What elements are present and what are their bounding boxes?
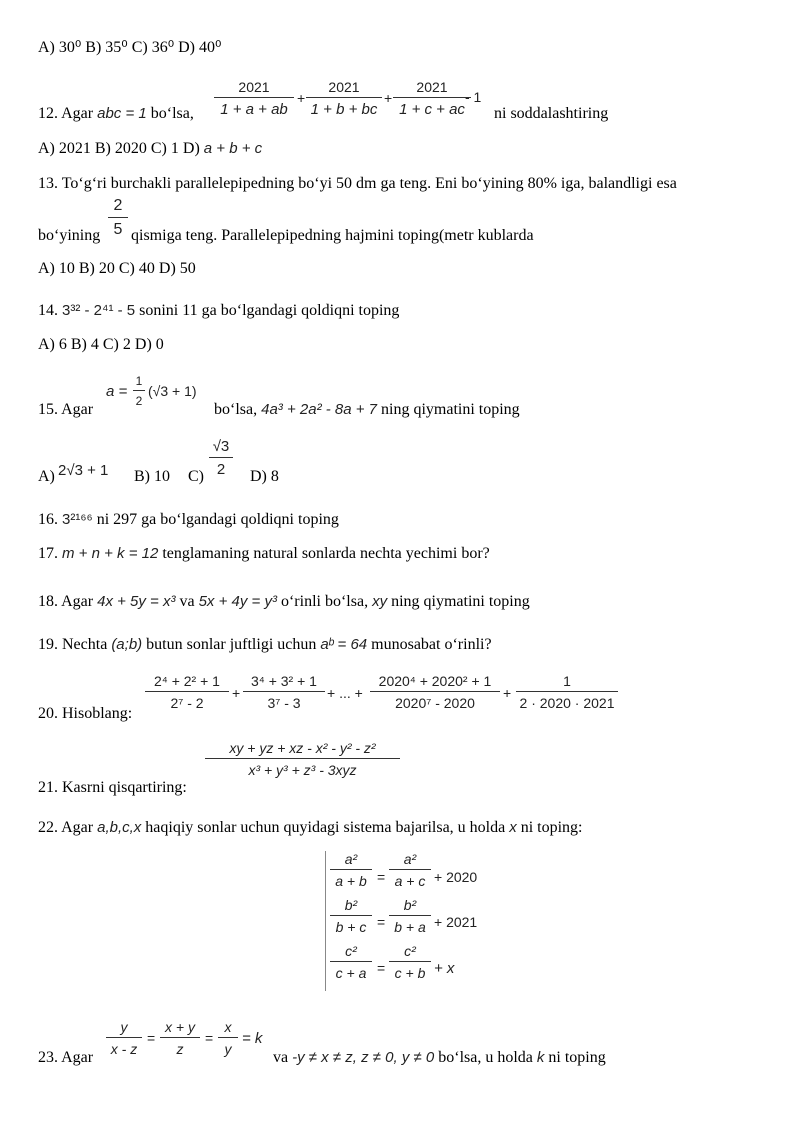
q16-line: 16. 3²¹⁶⁶ ni 297 ga bo‘lgandagi qoldiqni toping <box>38 511 339 528</box>
q15-half: $\frac{1}{2}$ <box>133 375 145 407</box>
q15-option-a: 2√3 + 1 <box>58 462 109 479</box>
q22-row3-left: $\frac{\text{c²}}{c + a}$ <box>330 944 372 980</box>
q22-row1-right: $\frac{\text{a²}}{a + c}$ <box>389 852 431 888</box>
q23-eq-1: = <box>147 1030 156 1046</box>
q23-text: va -y ≠ x ≠ z, z ≠ 0, y ≠ 0 bo‘lsa, u holda k ni toping <box>273 1049 606 1066</box>
q20-plus-1: + <box>232 685 241 701</box>
q15-a-rhs: (√3 + 1) <box>148 383 197 399</box>
q18-line: 18. Agar 4x + 5y = x³ va 5x + 4y = y³ o‘rinli bo‘lsa, xy ning qiymatini toping <box>38 593 530 610</box>
q20-fraction-2: $\frac{\text{3⁴ + 3² + 1}}{\text{3⁷ - 3}}$ <box>243 674 325 710</box>
q22-row3-eq: = <box>377 960 386 976</box>
q15-text: bo‘lsa, 4a³ + 2a² - 8a + 7 ning qiymatini toping <box>214 401 520 418</box>
q23-k: k <box>536 1049 545 1066</box>
q12-fraction-3: $\frac{2021}{1 + c + ac}$ <box>393 80 471 117</box>
q19-line: 19. Nechta (a;b) butun sonlar juftligi uchun aᵇ = 64 munosabat o‘rinli? <box>38 636 492 653</box>
q15-a-lhs: a = <box>106 383 128 400</box>
q22-system-brace <box>325 851 328 991</box>
q13-options: A) 10 B) 20 C) 40 D) 50 <box>38 260 196 277</box>
q12-line <box>38 106 194 122</box>
q15-option-d: D) 8 <box>250 468 279 485</box>
q22-row3-right: $\frac{\text{c²}}{c + b}$ <box>389 944 431 980</box>
q20-fraction-1: $\frac{\text{2⁴ + 2² + 1}}{\text{2⁷ - 2}}$ <box>145 674 229 710</box>
q17-line: 17. m + n + k = 12 tenglamaning natural sonlarda nechta yechimi bor? <box>38 545 490 562</box>
q20-label: 20. Hisoblang: <box>38 705 133 722</box>
q19-expression: aᵇ = 64 <box>320 636 368 653</box>
q23-condition-2: , z ≠ 0, y ≠ 0 <box>352 1049 435 1066</box>
q12-plus-1: + <box>297 90 306 106</box>
q18-xy: xy <box>372 593 388 610</box>
q13-line-1: 13. To‘g‘ri burchakli parallelepipedning bo‘yi 50 dm ga teng. Eni bo‘yining 80% iga, balandligi esa <box>38 175 677 192</box>
q22-row1-const: + 2020 <box>434 869 478 885</box>
q22-row1-left: $\frac{\text{a²}}{a + b}$ <box>330 852 372 888</box>
q15-option-a-label: A) <box>38 468 55 485</box>
q15-expression: 4a³ + 2a² - 8a + 7 <box>261 401 378 418</box>
q15-option-b: B) 10 <box>134 468 170 485</box>
q12-minus-one: - 1 <box>465 89 482 105</box>
q19-pair: (a;b) <box>111 636 143 653</box>
q15-option-c-label: C) <box>188 468 204 485</box>
q12-option-d: a + b + c <box>203 140 263 157</box>
q22-line: 22. Agar a,b,c,x haqiqiy sonlar uchun quyidagi sistema bajarilsa, u holda x ni toping: <box>38 819 583 836</box>
q12-plus-2: + <box>384 90 393 106</box>
q23-condition-1: -y ≠ x ≠ z <box>292 1049 353 1066</box>
q18-equation-1: 4x + 5y = x³ <box>97 593 176 610</box>
q20-fraction-3: $\frac{\text{2020⁴ + 2020² + 1}}{\text{2020⁷ - 2020}}$ <box>370 674 500 710</box>
q23-fraction-1: $\frac{y}{x - z}$ <box>106 1020 142 1056</box>
q12-number: 12. Agar <box>38 105 94 122</box>
q16-expression: 3²¹⁶⁶ <box>62 511 93 528</box>
q14-line: 14. 3³² - 2⁴¹ - 5 sonini 11 ga bo‘lgandagi qoldiqni toping <box>38 302 400 319</box>
q13-fraction: $\frac{2}{5}$ <box>108 198 128 238</box>
q15-option-c: $\frac{√3}{2}$ <box>209 439 233 477</box>
q23-k-equal: = k <box>242 1030 263 1047</box>
q11-options: A) 30⁰ B) 35⁰ C) 36⁰ D) 40⁰ <box>38 39 222 56</box>
q13-line-2-rest: qismiga teng. Parallelepipedning hajmini toping(metr kublarda <box>131 227 534 244</box>
q22-x: x <box>509 819 517 836</box>
q22-row2-const: + 2021 <box>434 914 478 930</box>
q23-eq-2: = <box>205 1030 214 1046</box>
q12-condition: abc = 1 <box>97 105 147 122</box>
q22-row3-const: + x <box>434 960 455 977</box>
q22-variables: a,b,c,x <box>97 819 142 836</box>
q12-instruction: ni soddalashtiring <box>494 105 609 122</box>
q12-options: A) 2021 B) 2020 C) 1 D) a + b + c <box>38 140 263 157</box>
q22-row2-left: $\frac{\text{b²}}{b + c}$ <box>330 898 372 934</box>
q21-fraction: xy + yz + xz - x² - y² - z² x³ + y³ + z³ - 3xyz <box>205 741 400 777</box>
q23-fraction-3: $\frac{x}{y}$ <box>218 1020 238 1056</box>
q23-fraction-2: $\frac{x + y}{z}$ <box>160 1020 200 1056</box>
q21-label: 21. Kasrni qisqartiring: <box>38 779 187 796</box>
q20-fraction-4: $\frac{1}{2 \cdot 2020 \cdot 2021}$ <box>516 674 618 710</box>
q14-options: A) 6 B) 4 C) 2 D) 0 <box>38 336 164 353</box>
q22-row2-right: $\frac{\text{b²}}{b + a}$ <box>389 898 431 934</box>
q17-equation: m + n + k = 12 <box>62 545 159 562</box>
q12-fraction-1: $\frac{2021}{1 + a + ab}$ <box>214 80 294 117</box>
q14-expression: 3³² - 2⁴¹ - 5 <box>62 302 136 319</box>
q12-text: bo‘lsa, <box>150 105 194 122</box>
q15-number: 15. Agar <box>38 401 94 418</box>
q13-line-2: bo‘yining <box>38 227 101 244</box>
q22-row1-eq: = <box>377 869 386 885</box>
q22-row2-eq: = <box>377 914 386 930</box>
q18-equation-2: 5x + 4y = y³ <box>198 593 277 610</box>
q20-dots: + ... + <box>327 685 363 701</box>
q23-number: 23. Agar <box>38 1049 94 1066</box>
q20-plus-2: + <box>503 685 512 701</box>
q12-fraction-2: $\frac{2021}{1 + b + bc}$ <box>306 80 382 117</box>
